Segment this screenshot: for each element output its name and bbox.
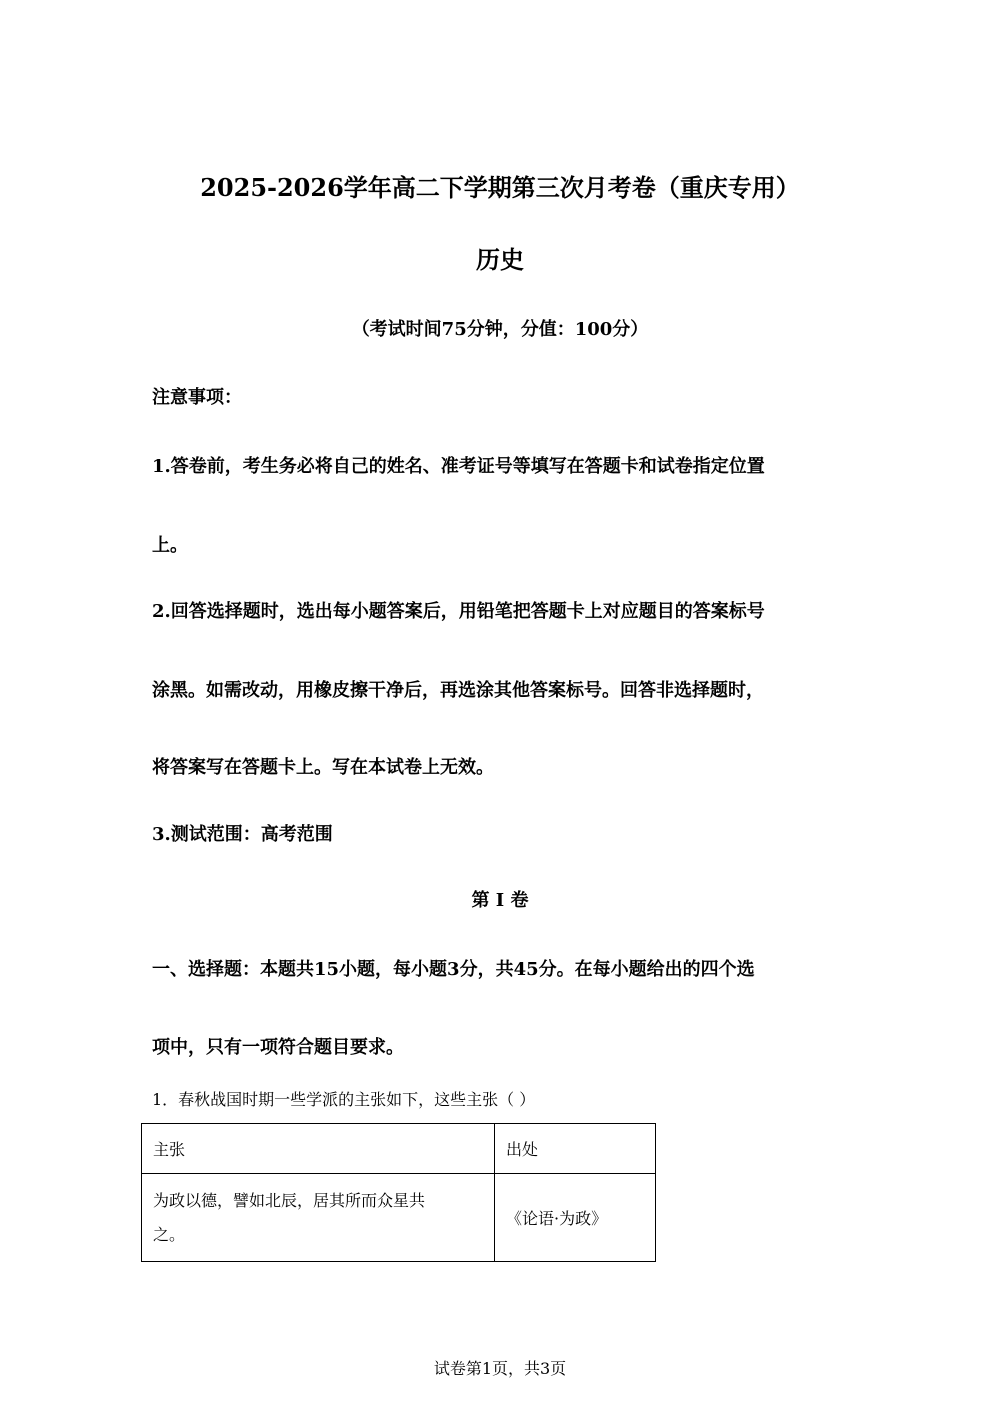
notice-line-5: 将答案写在答题卡上。写在本试卷上无效。 xyxy=(152,757,494,778)
table-row xyxy=(142,1174,656,1262)
table-cell-source: 《论语·为政》 xyxy=(495,1174,656,1262)
table-header-source: 出处 xyxy=(495,1124,656,1174)
claim-line-1: 为政以德，譬如北辰，居其所而众星共 xyxy=(153,1190,426,1210)
notice-line-6: 3.测试范围：高考范围 xyxy=(152,824,333,845)
page-footer: 试卷第1页，共3页 xyxy=(433,1359,567,1378)
table-header-row xyxy=(142,1124,656,1174)
subject-title: 历史 xyxy=(476,245,524,274)
notice-line-3: 2.回答选择题时，选出每小题答案后，用铅笔把答题卡上对应题目的答案标号 xyxy=(152,601,765,622)
section-instruction-line-1: 一、选择题：本题共15小题，每小题3分，共45分。在每小题给出的四个选 xyxy=(152,959,755,980)
notice-line-2: 上。 xyxy=(152,535,188,556)
question-1-table xyxy=(141,1123,656,1262)
notice-heading: 注意事项： xyxy=(152,387,242,408)
exam-title: 2025-2026学年高二下学期第三次月考卷（重庆专用） xyxy=(200,173,800,202)
claim-line-2: 之。 xyxy=(153,1224,186,1244)
question-1-stem: 1．春秋战国时期一些学派的主张如下，这些主张（ ） xyxy=(152,1090,536,1109)
section-instruction-line-2: 项中，只有一项符合题目要求。 xyxy=(152,1037,404,1058)
notice-line-4: 涂黑。如需改动，用橡皮擦干净后，再选涂其他答案标号。回答非选择题时， xyxy=(152,680,764,701)
notice-line-1: 1.答卷前，考生务必将自己的姓名、准考证号等填写在答题卡和试卷指定位置 xyxy=(152,456,765,477)
exam-info: （考试时间75分钟，分值：100分） xyxy=(351,319,649,340)
table-cell-claim xyxy=(142,1174,495,1262)
volume-label: 第 I 卷 xyxy=(471,890,529,911)
table-header-claim: 主张 xyxy=(142,1124,495,1174)
